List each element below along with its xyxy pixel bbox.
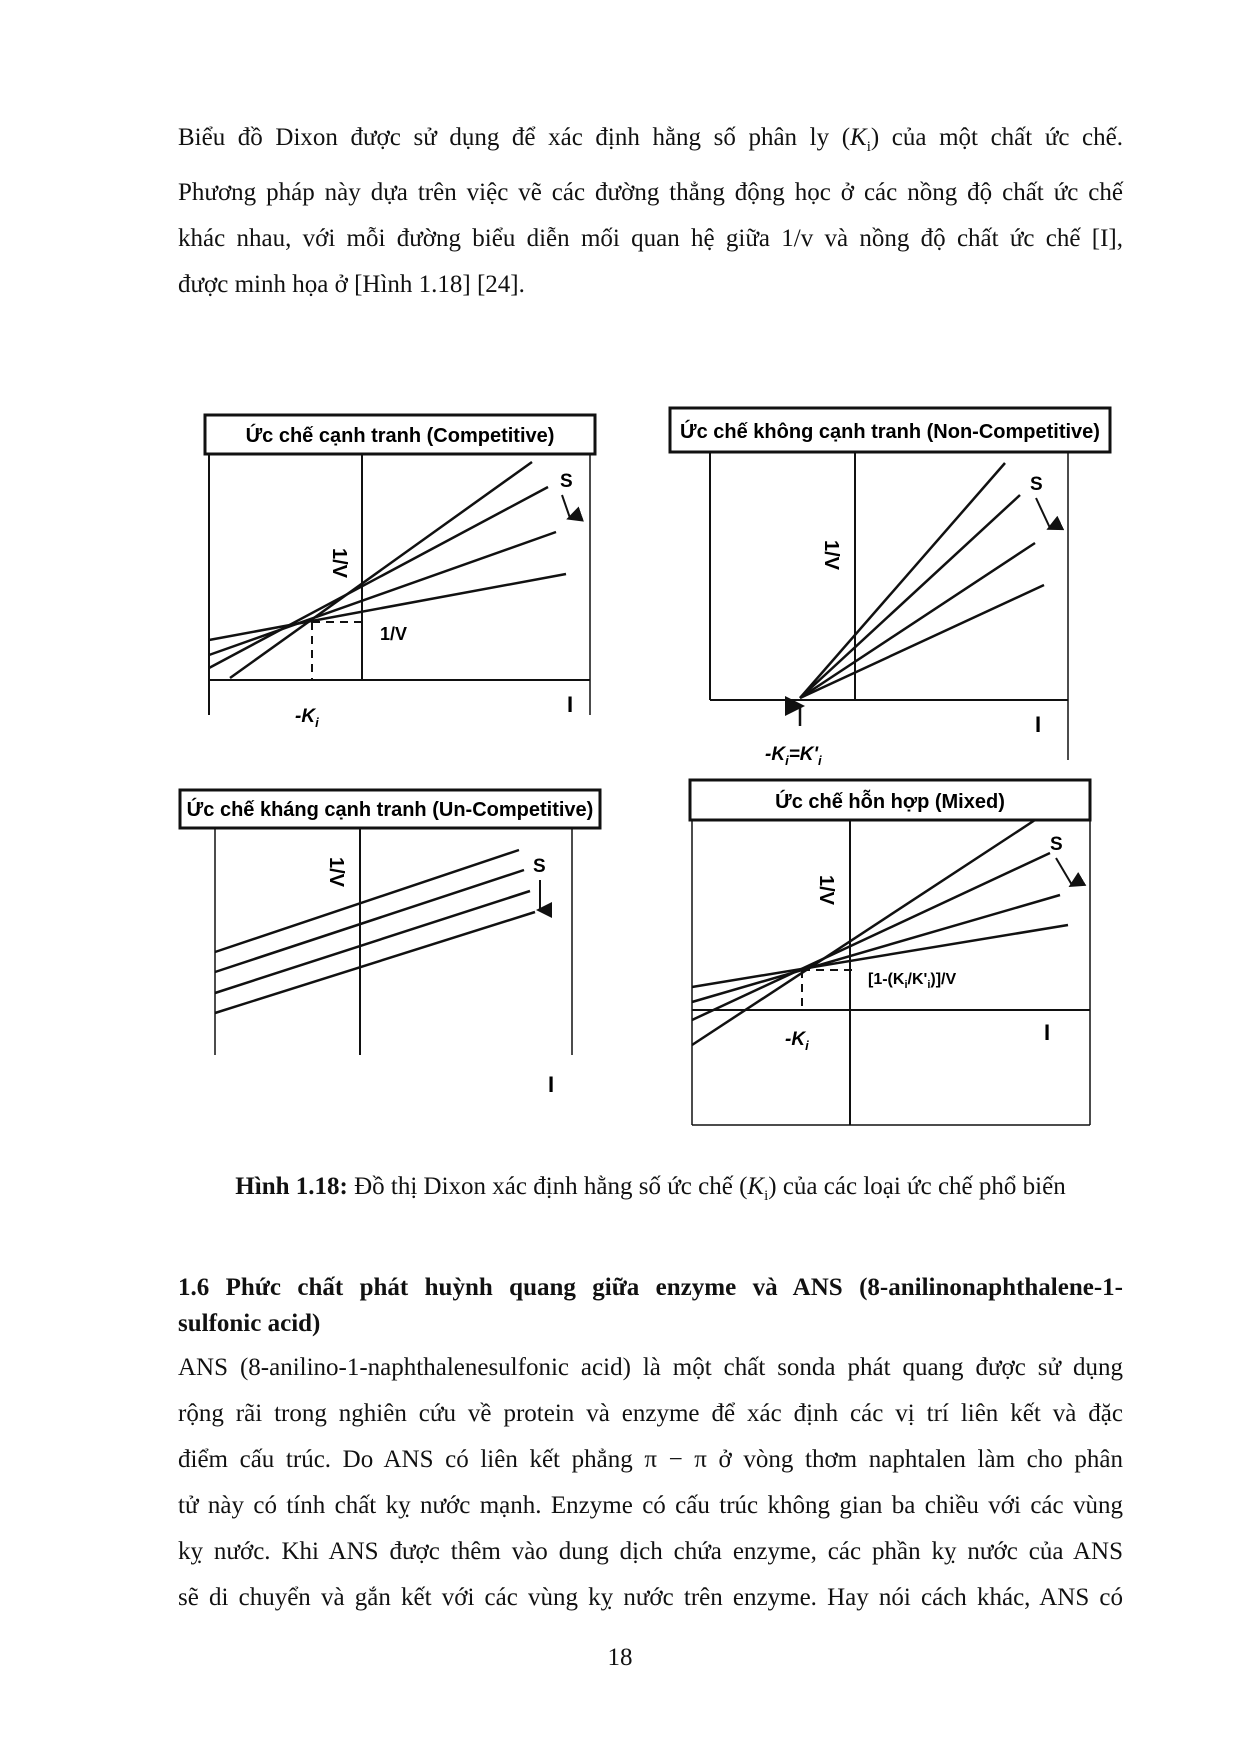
- uncompetitive-s-label: S: [533, 856, 546, 877]
- intro-line-1: Biểu đồ Dixon được sử dụng để xác định hằng số phân ly $(K_i)$ của một chất ức chế.: [178, 124, 1123, 155]
- noncompetitive-line-2: [800, 495, 1020, 698]
- noncompetitive-line-4: [800, 585, 1044, 698]
- section-paragraph: [178, 1345, 1123, 1621]
- section-line-4: tử này có tính chất kỵ nước mạnh. Enzyme có cấu trúc không gian ba chiều với các vùng: [178, 1492, 1123, 1519]
- section-heading-line-1: 1.6 Phức chất phát huỳnh quang giữa enzyme và ANS (8-anilinonaphthalene-1-: [178, 1274, 1123, 1301]
- competitive-annotation: 1/V: [380, 624, 408, 644]
- intro-line-4: được minh họa ở [Hình 1.18] [24].: [178, 271, 525, 298]
- competitive-s-label: S: [560, 471, 573, 492]
- intro-line-2: Phương pháp này dựa trên việc vẽ các đường thẳng động học ở các nồng độ chất ức chế: [178, 179, 1123, 206]
- competitive-x-label: I: [567, 692, 574, 717]
- mixed-s-arrow: [1056, 858, 1072, 885]
- competitive-y-label: 1/V: [328, 548, 350, 579]
- mixed-x-label: I: [1044, 1020, 1051, 1045]
- uncompetitive-line-4: [215, 912, 535, 1013]
- noncompetitive-neg-label: $-K_i=K'_i$: [765, 744, 822, 768]
- noncompetitive-line-1: [800, 463, 1005, 698]
- uncompetitive-x-label: I: [548, 1072, 555, 1097]
- section-line-1: ANS (8-anilino-1-naphthalenesulfonic acid) là một chất sonda phát quang được sử dụng: [178, 1354, 1123, 1381]
- panel-noncompetitive: [670, 408, 1110, 768]
- section-line-6: sẽ di chuyển và gắn kết với các vùng kỵ nước trên enzyme. Hay nói cách khác, ANS có: [178, 1584, 1123, 1611]
- section-line-2: rộng rãi trong nghiên cứu về protein và enzyme để xác định các vị trí liên kết và đặc: [178, 1400, 1123, 1427]
- section-heading-line-2: sulfonic acid): [178, 1310, 321, 1337]
- mixed-neg-label: $-K_i$: [785, 1029, 809, 1053]
- panel-competitive-title: Ức chế cạnh tranh (Competitive): [245, 425, 555, 447]
- panel-competitive: [205, 415, 595, 730]
- panel-mixed: [690, 780, 1090, 1125]
- page-number: 18: [607, 1644, 633, 1671]
- noncompetitive-y-label: 1/V: [820, 540, 842, 571]
- competitive-neg-label: $-K_i$: [295, 706, 319, 730]
- intro-line-3: khác nhau, với mỗi đường biểu diễn mối quan hệ giữa 1/v và nồng độ chất ức chế [I],: [178, 225, 1123, 252]
- competitive-line-1: [230, 462, 532, 678]
- panel-uncompetitive: [180, 790, 600, 1097]
- competitive-s-arrow: [562, 495, 570, 518]
- figure-caption: Hình 1.18: Đồ thị Dixon xác định hằng số ức chế $(K_i)$ của các loại ức chế phổ biến: [235, 1173, 1066, 1204]
- uncompetitive-line-1: [215, 850, 519, 952]
- noncompetitive-s-arrow: [1036, 498, 1050, 528]
- noncompetitive-x-label: I: [1035, 712, 1042, 737]
- mixed-y-label: 1/V: [815, 875, 837, 906]
- caption-label: Hình 1.18:: [235, 1173, 348, 1200]
- panel-noncompetitive-title: Ức chế không cạnh tranh (Non-Competitive): [680, 421, 1100, 443]
- uncompetitive-y-label: 1/V: [325, 857, 347, 888]
- section-line-3: điểm cấu trúc. Do ANS có liên kết phẳng π − π ở vòng thơm naphtalen làm cho phân: [178, 1446, 1123, 1473]
- section-heading: [178, 1270, 1123, 1342]
- panel-uncompetitive-title: Ức chế kháng cạnh tranh (Un-Competitive): [186, 799, 594, 821]
- mixed-annotation: $[1-(K_i/K'_i)]/V$: [868, 971, 957, 991]
- panel-mixed-title: Ức chế hỗn hợp (Mixed): [775, 791, 1005, 813]
- uncompetitive-line-3: [215, 891, 530, 993]
- section-line-5: kỵ nước. Khi ANS được thêm vào dung dịch chứa enzyme, các phần kỵ nước của ANS: [178, 1538, 1123, 1565]
- mixed-s-label: S: [1050, 834, 1063, 855]
- competitive-line-2: [209, 487, 548, 668]
- mixed-line-1: [692, 820, 1035, 1045]
- noncompetitive-s-label: S: [1030, 474, 1043, 495]
- uncompetitive-line-2: [215, 870, 524, 972]
